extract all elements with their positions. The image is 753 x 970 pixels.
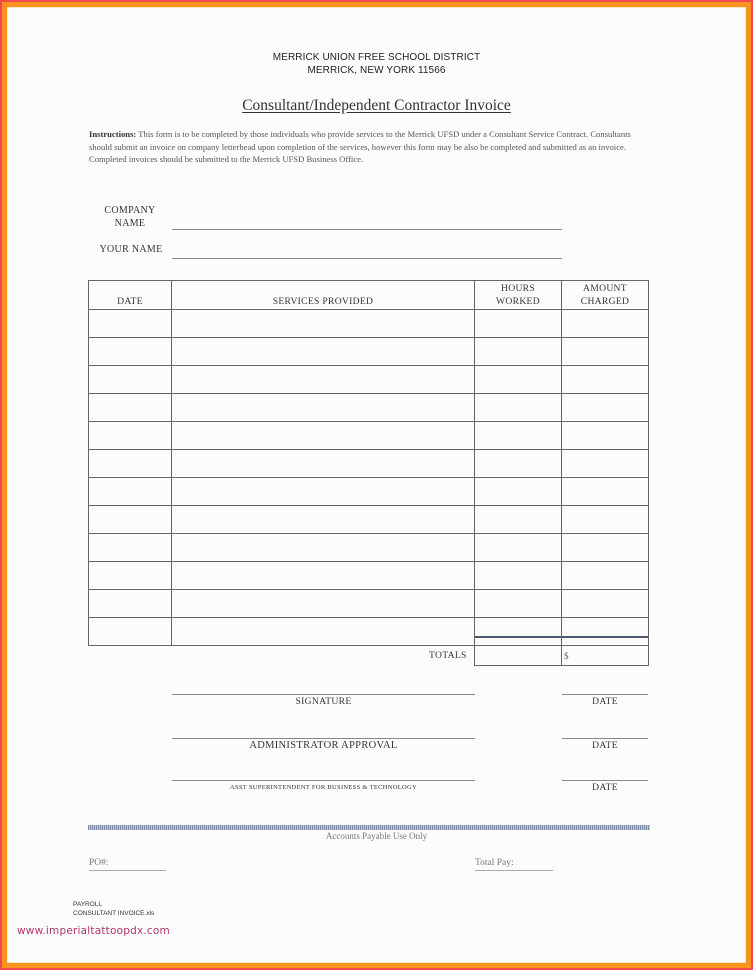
po-number-field[interactable]	[89, 870, 166, 871]
table-row	[89, 478, 649, 506]
date-cell[interactable]	[89, 310, 172, 338]
table-row	[89, 366, 649, 394]
admin-approval-label: ADMINISTRATOR APPROVAL	[249, 740, 398, 751]
services-cell[interactable]	[172, 506, 475, 534]
hours-cell[interactable]	[475, 450, 562, 478]
date-cell[interactable]	[89, 478, 172, 506]
signature-label: SIGNATURE	[295, 696, 352, 707]
page-title-text: Consultant/Independent Contractor Invoice	[242, 97, 511, 114]
hours-cell[interactable]	[475, 394, 562, 422]
footer-line-2: CONSULTANT INVOICE.xls	[73, 909, 155, 917]
hours-cell[interactable]	[475, 590, 562, 618]
district-address: MERRICK, NEW YORK 11566	[307, 65, 446, 76]
table-row	[89, 534, 649, 562]
services-cell[interactable]	[172, 618, 475, 646]
total-pay-label: Total Pay:	[475, 858, 514, 868]
services-cell[interactable]	[172, 422, 475, 450]
services-cell[interactable]	[172, 338, 475, 366]
district-header	[7, 51, 746, 77]
table-row	[89, 590, 649, 618]
services-cell[interactable]	[172, 562, 475, 590]
amount-cell[interactable]	[562, 562, 649, 590]
date-cell[interactable]	[89, 366, 172, 394]
invoice-page	[7, 7, 746, 963]
district-name: MERRICK UNION FREE SCHOOL DISTRICT	[272, 52, 481, 63]
company-name-field[interactable]	[172, 229, 562, 230]
company-name-label	[91, 204, 169, 230]
admin-date-field[interactable]	[562, 738, 648, 739]
your-name-field[interactable]	[172, 258, 562, 259]
table-row	[89, 310, 649, 338]
table-header-row	[89, 281, 649, 310]
hours-cell[interactable]	[475, 310, 562, 338]
amount-cell[interactable]	[562, 450, 649, 478]
totals-hours-field[interactable]	[474, 636, 562, 666]
signature-date-label: DATE	[592, 696, 618, 707]
column-header-services: SERVICES PROVIDED	[172, 281, 475, 310]
column-header-amount: AMOUNT CHARGED	[562, 281, 649, 310]
services-cell[interactable]	[172, 394, 475, 422]
table-row	[89, 562, 649, 590]
asst-superintendent-label: ASST SUPERINTENDENT FOR BUSINESS & TECHNOLOGY	[229, 784, 418, 791]
hours-cell[interactable]	[475, 422, 562, 450]
services-table	[88, 280, 649, 646]
amount-cell[interactable]	[562, 310, 649, 338]
amount-cell[interactable]	[562, 506, 649, 534]
date-cell[interactable]	[89, 394, 172, 422]
date-cell[interactable]	[89, 450, 172, 478]
column-header-hours: HOURS WORKED	[475, 281, 562, 310]
signature-date-field[interactable]	[562, 694, 648, 695]
amount-cell[interactable]	[562, 478, 649, 506]
amount-cell[interactable]	[562, 534, 649, 562]
services-cell[interactable]	[172, 534, 475, 562]
column-header-date: DATE	[89, 281, 172, 310]
date-cell[interactable]	[89, 338, 172, 366]
totals-label: TOTALS	[429, 650, 467, 661]
footer-line-1: PAYROLL	[73, 901, 103, 908]
signature-field[interactable]	[172, 694, 475, 695]
watermark-link[interactable]: www.imperialtattoopdx.com	[17, 925, 170, 937]
services-cell[interactable]	[172, 310, 475, 338]
admin-approval-field[interactable]	[172, 738, 475, 739]
admin-date-label: DATE	[592, 740, 618, 751]
currency-symbol: $	[564, 651, 569, 661]
amount-cell[interactable]	[562, 394, 649, 422]
instructions	[89, 128, 651, 166]
table-row	[89, 394, 649, 422]
services-cell[interactable]	[172, 590, 475, 618]
accounts-payable-title: Accounts Payable Use Only	[325, 831, 428, 841]
your-name-label: YOUR NAME	[99, 244, 163, 255]
instructions-label: Instructions:	[89, 129, 137, 139]
hours-cell[interactable]	[475, 534, 562, 562]
amount-cell[interactable]	[562, 338, 649, 366]
company-name-label-line2: NAME	[114, 218, 146, 229]
hours-cell[interactable]	[475, 366, 562, 394]
table-row	[89, 338, 649, 366]
totals-amount-field[interactable]	[561, 636, 649, 666]
page-title	[7, 97, 746, 115]
asst-superintendent-field[interactable]	[172, 780, 475, 781]
file-footer	[73, 901, 154, 918]
table-row	[89, 422, 649, 450]
instructions-text: This form is to be completed by those individuals who provide services to the Merrick UFSD under a Consultant Service Contract. Consultants should submit an invoice on company letterhead upon completion of the services, however this form may be also be completed and submitted as an invoice. Completed invoices should be submitted to the Merrick UFSD Business Office.	[89, 129, 631, 165]
date-cell[interactable]	[89, 590, 172, 618]
services-cell[interactable]	[172, 366, 475, 394]
date-cell[interactable]	[89, 534, 172, 562]
date-cell[interactable]	[89, 618, 172, 646]
amount-cell[interactable]	[562, 422, 649, 450]
asst-date-label: DATE	[592, 782, 618, 793]
po-number-label: PO#:	[89, 858, 109, 868]
date-cell[interactable]	[89, 562, 172, 590]
hours-cell[interactable]	[475, 506, 562, 534]
accounts-payable-divider	[88, 825, 650, 830]
date-cell[interactable]	[89, 506, 172, 534]
hours-cell[interactable]	[475, 478, 562, 506]
total-pay-field[interactable]	[475, 870, 553, 871]
date-cell[interactable]	[89, 422, 172, 450]
hours-cell[interactable]	[475, 338, 562, 366]
table-row	[89, 506, 649, 534]
services-cell[interactable]	[172, 450, 475, 478]
amount-cell[interactable]	[562, 366, 649, 394]
asst-date-field[interactable]	[562, 780, 648, 781]
table-row	[89, 450, 649, 478]
services-cell[interactable]	[172, 478, 475, 506]
hours-cell[interactable]	[475, 562, 562, 590]
amount-cell[interactable]	[562, 590, 649, 618]
company-name-label-line1: COMPANY	[104, 205, 156, 216]
